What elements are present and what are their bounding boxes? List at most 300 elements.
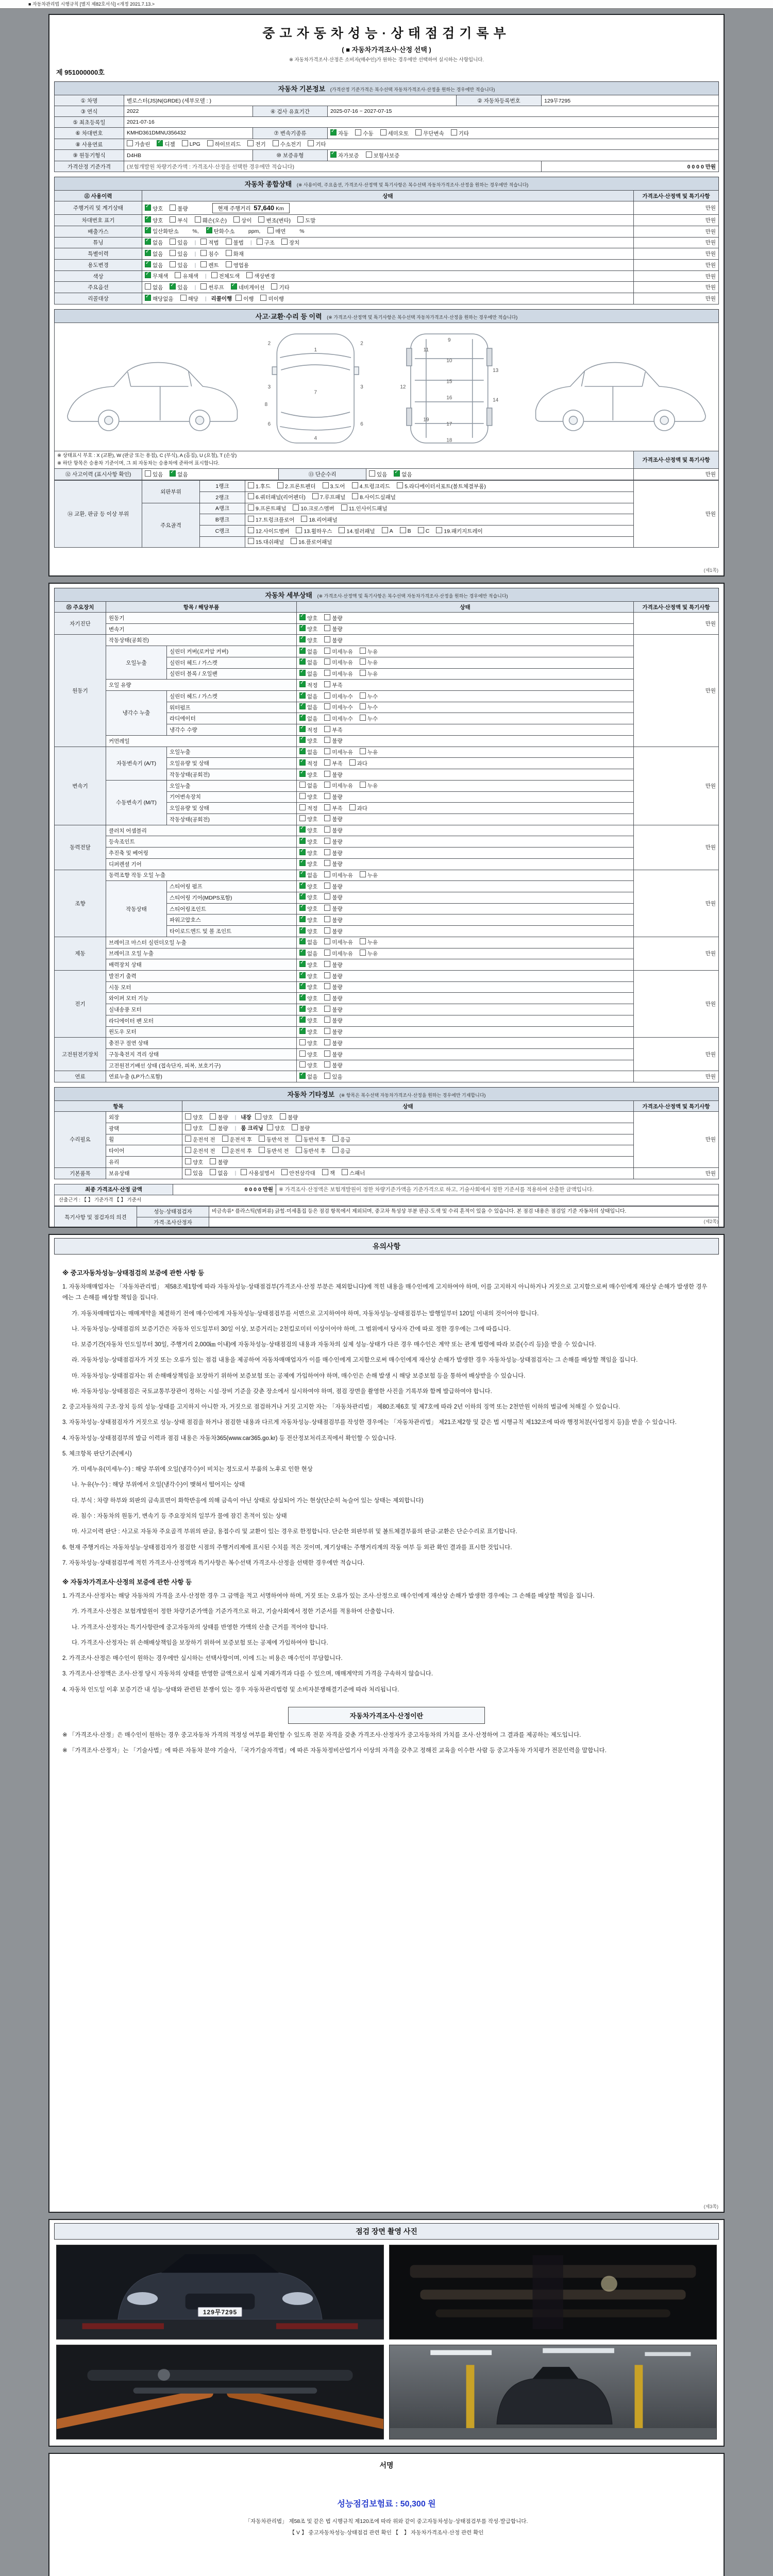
checkbox-option[interactable]	[352, 493, 396, 501]
checkbox-option[interactable]	[247, 140, 265, 148]
checkbox-checked-icon[interactable]	[145, 250, 151, 256]
checkbox-option[interactable]	[299, 804, 317, 812]
checkbox-unchecked-icon[interactable]	[312, 493, 318, 499]
checkbox-unchecked-icon[interactable]	[248, 538, 254, 544]
checkbox-option[interactable]	[418, 527, 430, 534]
checkbox-unchecked-icon[interactable]	[273, 140, 279, 146]
checkbox-unchecked-icon[interactable]	[324, 916, 330, 922]
checkbox-unchecked-icon[interactable]	[360, 692, 366, 699]
checkbox-unchecked-icon[interactable]	[299, 815, 306, 821]
checkbox-checked-icon[interactable]	[299, 849, 306, 855]
checkbox-unchecked-icon[interactable]	[324, 681, 330, 687]
checkbox-option[interactable]	[360, 658, 378, 667]
checkbox-unchecked-icon[interactable]	[436, 527, 442, 533]
checkbox-unchecked-icon[interactable]	[360, 748, 366, 754]
checkbox-option[interactable]	[324, 759, 342, 768]
checkbox-unchecked-icon[interactable]	[267, 227, 274, 233]
checkbox-option[interactable]	[360, 715, 378, 723]
checkbox-unchecked-icon[interactable]	[324, 715, 330, 721]
checkbox-unchecked-icon[interactable]	[324, 883, 330, 889]
checkbox-unchecked-icon[interactable]	[246, 272, 253, 278]
checkbox-unchecked-icon[interactable]	[170, 261, 176, 267]
checkbox-option[interactable]	[360, 703, 378, 711]
checkbox-option[interactable]	[210, 1124, 228, 1132]
checkbox-option[interactable]	[324, 815, 342, 823]
checkbox-checked-icon[interactable]	[299, 893, 306, 900]
checkbox-unchecked-icon[interactable]	[296, 527, 302, 533]
checkbox-unchecked-icon[interactable]	[400, 527, 406, 533]
checkbox-option[interactable]	[324, 737, 342, 745]
checkbox-option[interactable]	[296, 1147, 326, 1155]
checkbox-option[interactable]	[241, 1169, 275, 1177]
checkbox-checked-icon[interactable]	[299, 826, 306, 833]
checkbox-unchecked-icon[interactable]	[248, 504, 254, 511]
checkbox-option[interactable]	[299, 1039, 317, 1047]
checkbox-option[interactable]	[322, 1169, 335, 1177]
checkbox-unchecked-icon[interactable]	[195, 216, 201, 223]
checkbox-option[interactable]	[299, 782, 317, 790]
checkbox-option[interactable]	[200, 261, 219, 269]
checkbox-option[interactable]	[360, 748, 378, 756]
checkbox-unchecked-icon[interactable]	[380, 129, 386, 135]
checkbox-unchecked-icon[interactable]	[226, 250, 232, 256]
checkbox-option[interactable]	[180, 295, 198, 303]
checkbox-option[interactable]	[299, 849, 317, 857]
checkbox-checked-icon[interactable]	[299, 950, 306, 956]
checkbox-unchecked-icon[interactable]	[185, 1147, 191, 1153]
checkbox-option[interactable]	[324, 883, 342, 891]
checkbox-option[interactable]	[299, 614, 317, 622]
checkbox-unchecked-icon[interactable]	[415, 129, 422, 135]
checkbox-unchecked-icon[interactable]	[226, 261, 232, 267]
checkbox-option[interactable]	[324, 782, 353, 790]
checkbox-option[interactable]	[324, 838, 342, 846]
checkbox-option[interactable]	[260, 295, 283, 303]
checkbox-checked-icon[interactable]	[299, 883, 306, 889]
checkbox-option[interactable]	[324, 871, 353, 879]
checkbox-option[interactable]	[299, 1006, 317, 1014]
checkbox-checked-icon[interactable]	[299, 1016, 306, 1023]
checkbox-unchecked-icon[interactable]	[170, 216, 176, 223]
checkbox-unchecked-icon[interactable]	[339, 527, 345, 533]
checkbox-unchecked-icon[interactable]	[299, 1050, 306, 1057]
checkbox-option[interactable]	[195, 216, 227, 225]
checkbox-unchecked-icon[interactable]	[260, 295, 266, 301]
checkbox-checked-icon[interactable]	[299, 692, 306, 699]
checkbox-option[interactable]	[185, 1136, 215, 1144]
checkbox-unchecked-icon[interactable]	[296, 1136, 302, 1142]
checkbox-unchecked-icon[interactable]	[324, 782, 330, 788]
checkbox-unchecked-icon[interactable]	[170, 205, 176, 211]
checkbox-unchecked-icon[interactable]	[210, 1113, 216, 1120]
checkbox-option[interactable]	[299, 692, 317, 701]
checkbox-unchecked-icon[interactable]	[324, 1061, 330, 1067]
checkbox-unchecked-icon[interactable]	[207, 140, 213, 146]
checkbox-option[interactable]	[324, 1039, 342, 1047]
checkbox-option[interactable]	[299, 1050, 317, 1059]
checkbox-option[interactable]	[339, 527, 375, 535]
checkbox-unchecked-icon[interactable]	[241, 1169, 247, 1175]
checkbox-option[interactable]	[182, 140, 200, 147]
checkbox-unchecked-icon[interactable]	[210, 1158, 216, 1164]
checkbox-checked-icon[interactable]	[145, 261, 151, 267]
checkbox-unchecked-icon[interactable]	[259, 1136, 265, 1142]
checkbox-unchecked-icon[interactable]	[324, 826, 330, 833]
checkbox-option[interactable]	[175, 272, 198, 280]
checkbox-option[interactable]	[360, 938, 378, 946]
checkbox-option[interactable]	[145, 227, 179, 235]
checkbox-option[interactable]	[330, 151, 359, 160]
checkbox-option[interactable]	[324, 726, 342, 734]
checkbox-checked-icon[interactable]	[299, 681, 306, 687]
checkbox-unchecked-icon[interactable]	[271, 283, 277, 290]
checkbox-unchecked-icon[interactable]	[210, 1124, 216, 1130]
checkbox-option[interactable]	[299, 815, 317, 823]
checkbox-checked-icon[interactable]	[299, 715, 306, 721]
checkbox-unchecked-icon[interactable]	[180, 295, 187, 301]
checkbox-option[interactable]	[157, 140, 175, 148]
checkbox-unchecked-icon[interactable]	[324, 927, 330, 934]
checkbox-checked-icon[interactable]	[299, 670, 306, 676]
checkbox-option[interactable]	[257, 239, 275, 247]
checkbox-unchecked-icon[interactable]	[291, 538, 297, 544]
checkbox-unchecked-icon[interactable]	[293, 504, 299, 511]
checkbox-unchecked-icon[interactable]	[324, 893, 330, 900]
checkbox-unchecked-icon[interactable]	[324, 938, 330, 944]
checkbox-checked-icon[interactable]	[145, 272, 151, 278]
checkbox-unchecked-icon[interactable]	[355, 129, 361, 135]
checkbox-unchecked-icon[interactable]	[324, 1039, 330, 1045]
checkbox-option[interactable]	[297, 216, 315, 225]
checkbox-unchecked-icon[interactable]	[200, 250, 207, 256]
checkbox-unchecked-icon[interactable]	[185, 1158, 191, 1164]
checkbox-option[interactable]	[324, 692, 353, 701]
checkbox-unchecked-icon[interactable]	[248, 516, 254, 522]
checkbox-option[interactable]	[324, 950, 353, 958]
checkbox-option[interactable]	[200, 250, 219, 258]
checkbox-unchecked-icon[interactable]	[145, 283, 151, 290]
checkbox-option[interactable]	[299, 625, 317, 633]
checkbox-unchecked-icon[interactable]	[322, 1169, 328, 1175]
checkbox-option[interactable]	[259, 1147, 289, 1155]
checkbox-checked-icon[interactable]	[299, 994, 306, 1001]
checkbox-unchecked-icon[interactable]	[281, 1169, 288, 1175]
checkbox-option[interactable]	[145, 283, 163, 292]
checkbox-unchecked-icon[interactable]	[360, 871, 366, 877]
checkbox-checked-icon[interactable]	[145, 216, 151, 223]
checkbox-option[interactable]	[145, 250, 163, 258]
checkbox-unchecked-icon[interactable]	[324, 815, 330, 821]
checkbox-checked-icon[interactable]	[299, 703, 306, 709]
checkbox-option[interactable]	[324, 1061, 342, 1070]
checkbox-unchecked-icon[interactable]	[308, 140, 314, 146]
checkbox-option[interactable]	[299, 994, 317, 1003]
checkbox-checked-icon[interactable]	[299, 838, 306, 844]
checkbox-option[interactable]	[332, 1136, 350, 1144]
checkbox-unchecked-icon[interactable]	[324, 961, 330, 967]
checkbox-option[interactable]	[324, 625, 342, 633]
checkbox-checked-icon[interactable]	[299, 905, 306, 911]
checkbox-option[interactable]	[369, 470, 387, 479]
checkbox-checked-icon[interactable]	[299, 1073, 306, 1079]
checkbox-option[interactable]	[299, 715, 317, 723]
checkbox-unchecked-icon[interactable]	[324, 703, 330, 709]
checkbox-option[interactable]	[332, 1147, 350, 1155]
checkbox-option[interactable]	[299, 1016, 317, 1025]
checkbox-option[interactable]	[296, 527, 332, 535]
checkbox-unchecked-icon[interactable]	[222, 1147, 228, 1153]
checkbox-option[interactable]	[299, 883, 317, 891]
checkbox-unchecked-icon[interactable]	[324, 1050, 330, 1057]
checkbox-option[interactable]	[248, 538, 284, 546]
checkbox-option[interactable]	[355, 129, 373, 138]
checkbox-option[interactable]	[145, 261, 163, 269]
checkbox-option[interactable]	[324, 983, 342, 991]
checkbox-option[interactable]	[248, 482, 271, 490]
checkbox-unchecked-icon[interactable]	[324, 994, 330, 1001]
checkbox-option[interactable]	[342, 1169, 365, 1177]
checkbox-unchecked-icon[interactable]	[200, 283, 207, 290]
checkbox-option[interactable]	[299, 927, 317, 936]
checkbox-option[interactable]	[349, 804, 367, 812]
checkbox-unchecked-icon[interactable]	[259, 1147, 265, 1153]
checkbox-unchecked-icon[interactable]	[324, 658, 330, 665]
checkbox-checked-icon[interactable]	[330, 129, 337, 135]
checkbox-option[interactable]	[324, 927, 342, 936]
checkbox-unchecked-icon[interactable]	[280, 1113, 286, 1120]
checkbox-option[interactable]	[231, 283, 265, 292]
checkbox-option[interactable]	[170, 261, 188, 269]
checkbox-checked-icon[interactable]	[330, 151, 337, 158]
checkbox-unchecked-icon[interactable]	[397, 482, 403, 488]
checkbox-option[interactable]	[170, 250, 188, 258]
checkbox-checked-icon[interactable]	[170, 283, 176, 290]
checkbox-option[interactable]	[352, 482, 390, 490]
checkbox-option[interactable]	[324, 994, 342, 1003]
checkbox-option[interactable]	[248, 504, 286, 513]
checkbox-option[interactable]	[324, 614, 342, 622]
checkbox-option[interactable]	[206, 227, 235, 235]
checkbox-unchecked-icon[interactable]	[418, 527, 424, 533]
checkbox-option[interactable]	[360, 648, 378, 656]
checkbox-checked-icon[interactable]	[299, 658, 306, 665]
checkbox-option[interactable]	[299, 938, 317, 946]
checkbox-option[interactable]	[451, 129, 469, 138]
checkbox-option[interactable]	[211, 272, 240, 280]
checkbox-option[interactable]	[226, 250, 244, 258]
checkbox-option[interactable]	[299, 737, 317, 745]
checkbox-option[interactable]	[324, 893, 342, 902]
checkbox-checked-icon[interactable]	[299, 726, 306, 732]
checkbox-unchecked-icon[interactable]	[210, 1169, 216, 1175]
checkbox-option[interactable]	[324, 826, 342, 835]
checkbox-option[interactable]	[299, 826, 317, 835]
checkbox-option[interactable]	[324, 1006, 342, 1014]
checkbox-unchecked-icon[interactable]	[301, 516, 307, 522]
checkbox-option[interactable]	[210, 1113, 228, 1122]
checkbox-option[interactable]	[299, 658, 317, 667]
checkbox-option[interactable]	[210, 1158, 228, 1166]
checkbox-option[interactable]	[299, 972, 317, 980]
checkbox-checked-icon[interactable]	[299, 938, 306, 944]
checkbox-unchecked-icon[interactable]	[299, 782, 306, 788]
checkbox-option[interactable]	[200, 239, 219, 247]
checkbox-option[interactable]	[382, 527, 393, 534]
checkbox-option[interactable]	[185, 1113, 203, 1122]
checkbox-unchecked-icon[interactable]	[211, 272, 217, 278]
checkbox-option[interactable]	[170, 216, 188, 225]
checkbox-option[interactable]	[415, 129, 444, 138]
checkbox-option[interactable]	[145, 295, 174, 303]
checkbox-option[interactable]	[170, 205, 188, 213]
checkbox-option[interactable]	[299, 703, 317, 711]
checkbox-unchecked-icon[interactable]	[360, 938, 366, 944]
checkbox-option[interactable]	[170, 239, 188, 247]
checkbox-unchecked-icon[interactable]	[360, 648, 366, 654]
checkbox-option[interactable]	[299, 838, 317, 846]
checkbox-unchecked-icon[interactable]	[349, 804, 356, 810]
checkbox-option[interactable]	[145, 470, 163, 479]
checkbox-checked-icon[interactable]	[299, 648, 306, 654]
checkbox-unchecked-icon[interactable]	[324, 1016, 330, 1023]
checkbox-option[interactable]	[324, 1028, 342, 1036]
checkbox-unchecked-icon[interactable]	[248, 527, 254, 533]
checkbox-option[interactable]	[301, 516, 337, 524]
checkbox-unchecked-icon[interactable]	[170, 239, 176, 245]
checkbox-unchecked-icon[interactable]	[127, 140, 133, 146]
checkbox-unchecked-icon[interactable]	[226, 239, 232, 245]
checkbox-option[interactable]	[299, 759, 317, 768]
checkbox-unchecked-icon[interactable]	[360, 703, 366, 709]
checkbox-option[interactable]	[324, 1073, 342, 1081]
checkbox-option[interactable]	[299, 905, 317, 913]
checkbox-unchecked-icon[interactable]	[299, 793, 306, 799]
checkbox-option[interactable]	[292, 1124, 310, 1132]
checkbox-option[interactable]	[145, 205, 163, 213]
checkbox-option[interactable]	[360, 871, 378, 879]
checkbox-unchecked-icon[interactable]	[324, 614, 330, 620]
checkbox-option[interactable]	[324, 1050, 342, 1059]
checkbox-unchecked-icon[interactable]	[185, 1169, 191, 1175]
checkbox-option[interactable]	[323, 482, 345, 490]
checkbox-option[interactable]	[207, 140, 241, 148]
checkbox-option[interactable]	[400, 527, 411, 534]
checkbox-option[interactable]	[299, 670, 317, 678]
checkbox-unchecked-icon[interactable]	[296, 1147, 302, 1153]
checkbox-option[interactable]	[258, 216, 291, 225]
checkbox-option[interactable]	[200, 283, 224, 292]
checkbox-checked-icon[interactable]	[299, 614, 306, 620]
checkbox-option[interactable]	[259, 1136, 289, 1144]
checkbox-checked-icon[interactable]	[394, 470, 400, 477]
checkbox-option[interactable]	[299, 793, 317, 801]
checkbox-checked-icon[interactable]	[299, 759, 306, 766]
checkbox-checked-icon[interactable]	[299, 916, 306, 922]
checkbox-unchecked-icon[interactable]	[324, 871, 330, 877]
checkbox-unchecked-icon[interactable]	[170, 250, 176, 256]
checkbox-option[interactable]	[226, 261, 249, 269]
checkbox-unchecked-icon[interactable]	[324, 972, 330, 978]
checkbox-unchecked-icon[interactable]	[352, 482, 358, 488]
checkbox-option[interactable]	[267, 227, 285, 235]
checkbox-checked-icon[interactable]	[206, 227, 212, 233]
checkbox-unchecked-icon[interactable]	[277, 482, 283, 488]
checkbox-option[interactable]	[299, 950, 317, 958]
checkbox-option[interactable]	[394, 470, 412, 479]
checkbox-option[interactable]	[299, 1073, 317, 1081]
checkbox-checked-icon[interactable]	[157, 140, 163, 146]
checkbox-unchecked-icon[interactable]	[324, 759, 330, 766]
checkbox-option[interactable]	[308, 140, 326, 148]
checkbox-unchecked-icon[interactable]	[248, 482, 254, 488]
checkbox-option[interactable]	[324, 748, 353, 756]
checkbox-option[interactable]	[324, 793, 342, 801]
checkbox-unchecked-icon[interactable]	[175, 272, 181, 278]
checkbox-option[interactable]	[277, 482, 315, 490]
checkbox-option[interactable]	[271, 283, 289, 292]
checkbox-unchecked-icon[interactable]	[360, 950, 366, 956]
checkbox-option[interactable]	[360, 950, 378, 958]
checkbox-option[interactable]	[299, 961, 317, 969]
checkbox-option[interactable]	[299, 726, 317, 734]
checkbox-option[interactable]	[324, 715, 353, 723]
checkbox-unchecked-icon[interactable]	[366, 151, 372, 158]
checkbox-option[interactable]	[349, 759, 367, 768]
checkbox-option[interactable]	[324, 648, 353, 656]
checkbox-option[interactable]	[299, 681, 317, 689]
checkbox-option[interactable]	[281, 1169, 315, 1177]
checkbox-option[interactable]	[299, 648, 317, 656]
checkbox-option[interactable]	[324, 961, 342, 969]
checkbox-unchecked-icon[interactable]	[247, 140, 254, 146]
checkbox-option[interactable]	[324, 938, 353, 946]
checkbox-option[interactable]	[324, 670, 353, 678]
checkbox-option[interactable]	[360, 692, 378, 701]
checkbox-option[interactable]	[267, 1124, 285, 1132]
checkbox-option[interactable]	[360, 782, 378, 790]
checkbox-checked-icon[interactable]	[299, 972, 306, 978]
checkbox-unchecked-icon[interactable]	[324, 1073, 330, 1079]
checkbox-option[interactable]	[366, 151, 400, 160]
checkbox-option[interactable]	[299, 1028, 317, 1036]
checkbox-option[interactable]	[273, 140, 301, 148]
checkbox-option[interactable]	[324, 636, 342, 645]
checkbox-option[interactable]	[299, 636, 317, 645]
checkbox-option[interactable]	[291, 538, 332, 546]
checkbox-unchecked-icon[interactable]	[299, 1061, 306, 1067]
checkbox-option[interactable]	[226, 239, 244, 247]
checkbox-option[interactable]	[145, 216, 163, 225]
checkbox-option[interactable]	[324, 860, 342, 868]
checkbox-checked-icon[interactable]	[299, 860, 306, 866]
checkbox-option[interactable]	[299, 1061, 317, 1070]
checkbox-option[interactable]	[324, 658, 353, 667]
checkbox-option[interactable]	[324, 1016, 342, 1025]
checkbox-option[interactable]	[248, 493, 306, 501]
checkbox-unchecked-icon[interactable]	[255, 1113, 261, 1120]
checkbox-checked-icon[interactable]	[299, 927, 306, 934]
checkbox-option[interactable]	[299, 860, 317, 868]
checkbox-unchecked-icon[interactable]	[332, 1147, 339, 1153]
checkbox-checked-icon[interactable]	[231, 283, 237, 290]
checkbox-checked-icon[interactable]	[299, 1006, 306, 1012]
checkbox-unchecked-icon[interactable]	[332, 1136, 339, 1142]
checkbox-unchecked-icon[interactable]	[360, 782, 366, 788]
checkbox-option[interactable]	[330, 129, 348, 138]
checkbox-unchecked-icon[interactable]	[182, 140, 188, 146]
checkbox-option[interactable]	[324, 916, 342, 924]
checkbox-unchecked-icon[interactable]	[257, 239, 263, 245]
